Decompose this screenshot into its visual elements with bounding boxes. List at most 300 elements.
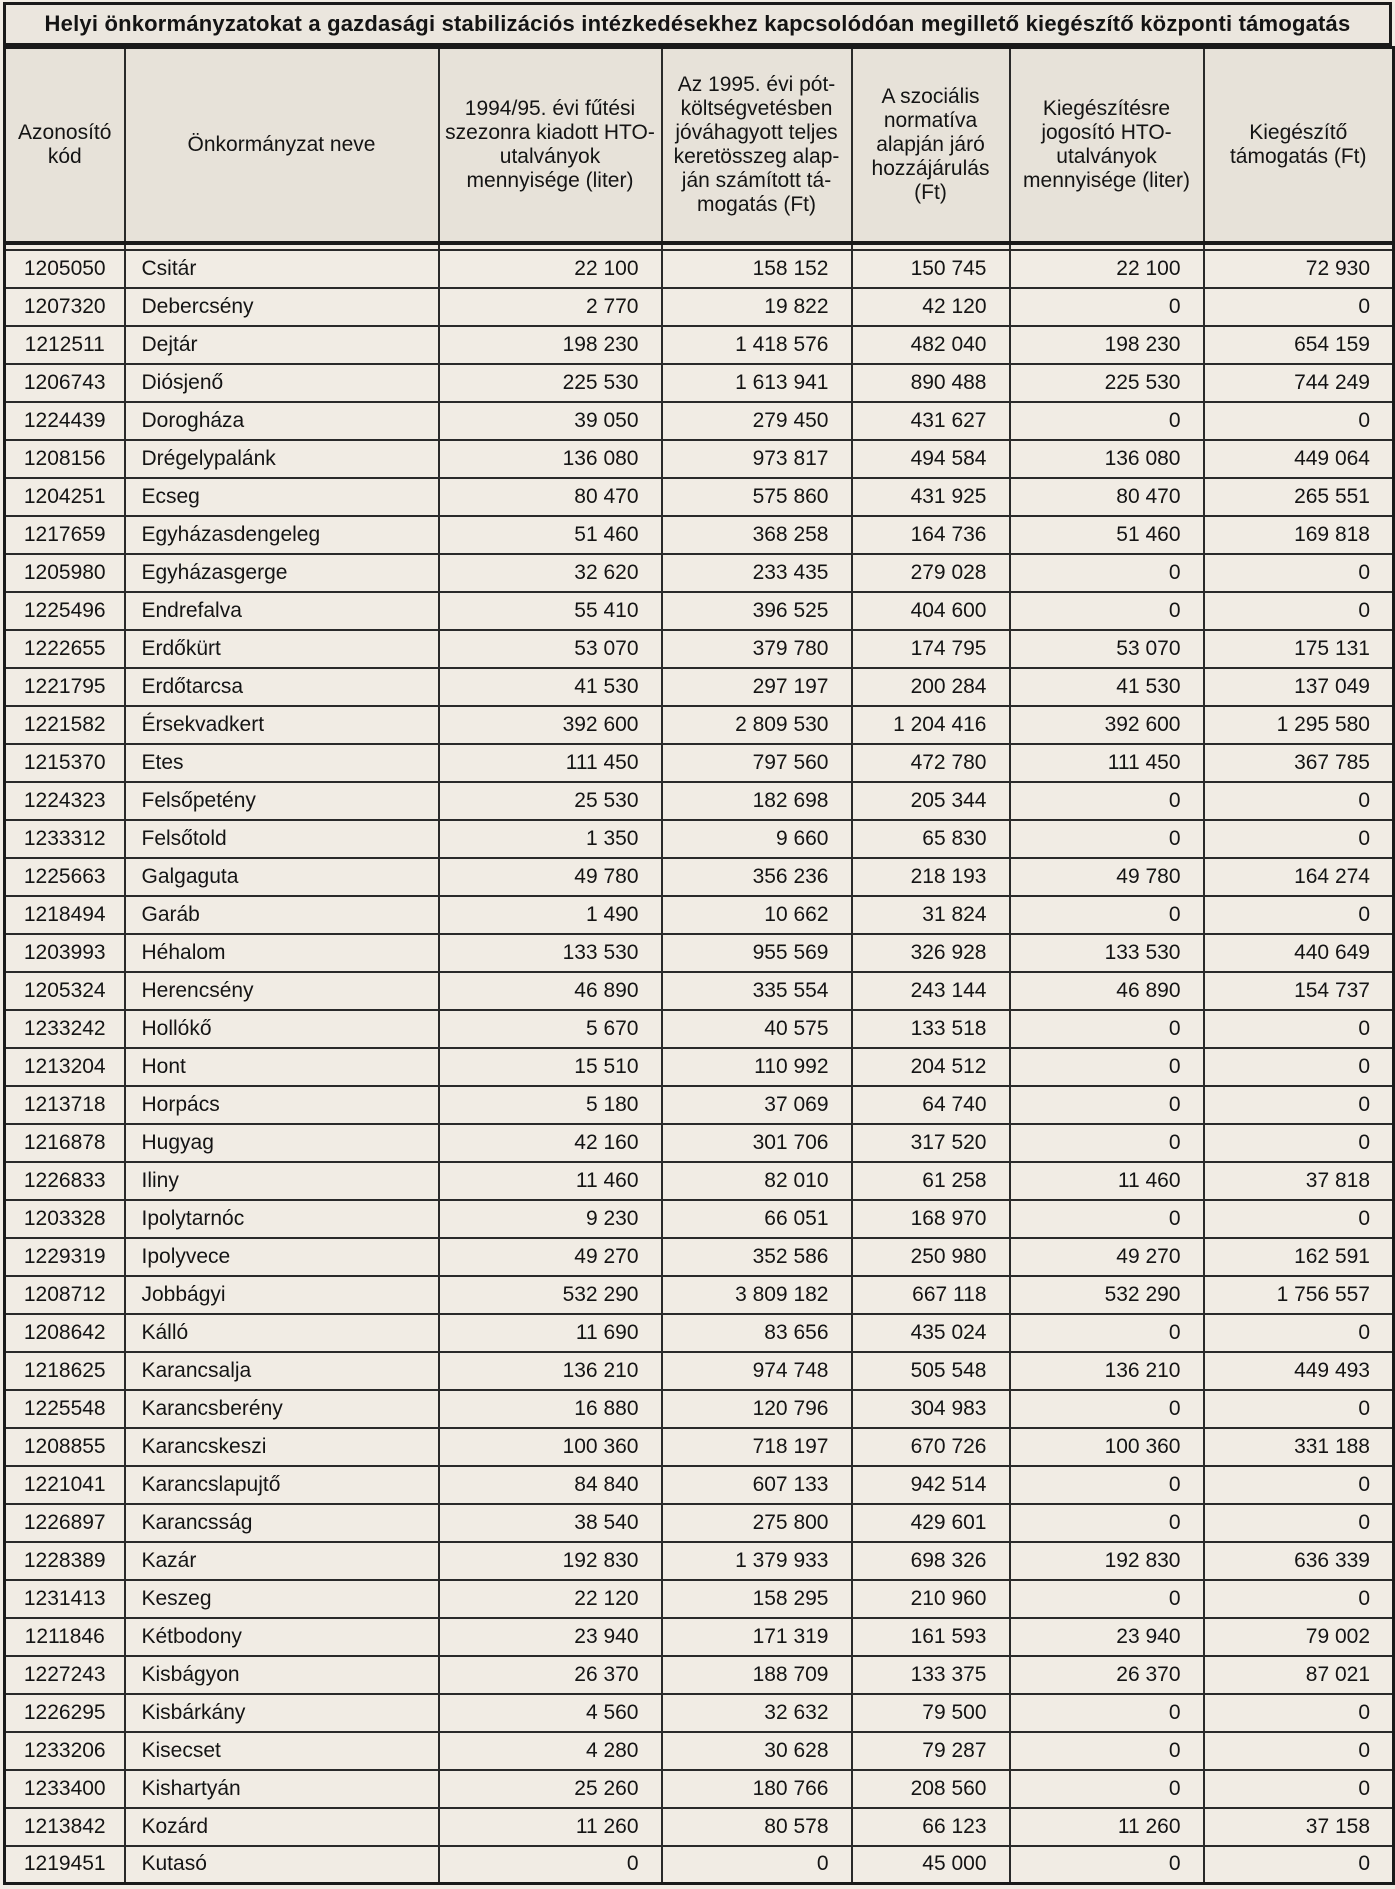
social-contribution-cell: 218 193 (852, 858, 1010, 896)
table-row (5, 1124, 1394, 1162)
calculated-support-cell: 233 435 (662, 554, 852, 592)
id-code-cell: 1208642 (5, 1314, 125, 1352)
calculated-support-cell: 80 578 (662, 1808, 852, 1846)
supplementary-support-cell: 367 785 (1204, 744, 1394, 782)
eligible-vouchers-cell: 0 (1010, 1504, 1204, 1542)
municipality-name-cell: Kétbodony (125, 1618, 439, 1656)
municipality-name-cell: Galgaguta (125, 858, 439, 896)
hto-vouchers-cell: 25 260 (439, 1770, 662, 1808)
municipality-name-cell: Felsőpetény (125, 782, 439, 820)
eligible-vouchers-cell: 0 (1010, 1010, 1204, 1048)
id-code-cell: 1231413 (5, 1580, 125, 1618)
table-row (5, 934, 1394, 972)
supplementary-support-cell: 0 (1204, 402, 1394, 440)
eligible-vouchers-cell: 0 (1010, 1314, 1204, 1352)
supplementary-support-cell: 331 188 (1204, 1428, 1394, 1466)
id-code-cell: 1204251 (5, 478, 125, 516)
eligible-vouchers-cell: 0 (1010, 592, 1204, 630)
id-code-cell: 1233242 (5, 1010, 125, 1048)
table-row (5, 1466, 1394, 1504)
supplementary-support-cell: 72 930 (1204, 250, 1394, 288)
table-row (5, 1086, 1394, 1124)
calculated-support-cell: 2 809 530 (662, 706, 852, 744)
hto-vouchers-cell: 5 670 (439, 1010, 662, 1048)
eligible-vouchers-cell: 0 (1010, 1770, 1204, 1808)
eligible-vouchers-cell: 0 (1010, 1200, 1204, 1238)
table-row (5, 1200, 1394, 1238)
table-row (5, 402, 1394, 440)
calculated-support-cell: 110 992 (662, 1048, 852, 1086)
social-contribution-cell: 150 745 (852, 250, 1010, 288)
id-code-cell: 1225548 (5, 1390, 125, 1428)
supplementary-support-cell: 0 (1204, 1200, 1394, 1238)
eligible-vouchers-cell: 46 890 (1010, 972, 1204, 1010)
hto-vouchers-cell: 225 530 (439, 364, 662, 402)
hto-vouchers-cell: 192 830 (439, 1542, 662, 1580)
eligible-vouchers-cell: 0 (1010, 1466, 1204, 1504)
municipality-name-cell: Ipolyvece (125, 1238, 439, 1276)
hto-vouchers-cell: 532 290 (439, 1276, 662, 1314)
table-row (5, 1390, 1394, 1428)
eligible-vouchers-cell: 41 530 (1010, 668, 1204, 706)
social-contribution-cell: 208 560 (852, 1770, 1010, 1808)
municipality-name-cell: Horpács (125, 1086, 439, 1124)
calculated-support-cell: 352 586 (662, 1238, 852, 1276)
table-row (5, 516, 1394, 554)
eligible-vouchers-cell: 49 270 (1010, 1238, 1204, 1276)
social-contribution-cell: 890 488 (852, 364, 1010, 402)
id-code-cell: 1225663 (5, 858, 125, 896)
social-contribution-cell: 31 824 (852, 896, 1010, 934)
eligible-vouchers-cell: 0 (1010, 1390, 1204, 1428)
municipality-name-cell: Kutasó (125, 1846, 439, 1884)
calculated-support-cell: 301 706 (662, 1124, 852, 1162)
calculated-support-cell: 379 780 (662, 630, 852, 668)
eligible-vouchers-cell: 0 (1010, 1580, 1204, 1618)
calculated-support-cell: 955 569 (662, 934, 852, 972)
social-contribution-cell: 1 204 416 (852, 706, 1010, 744)
social-contribution-cell: 505 548 (852, 1352, 1010, 1390)
calculated-support-cell: 356 236 (662, 858, 852, 896)
id-code-cell: 1233206 (5, 1732, 125, 1770)
hto-vouchers-cell: 11 260 (439, 1808, 662, 1846)
supplementary-support-cell: 449 064 (1204, 440, 1394, 478)
id-code-cell: 1224323 (5, 782, 125, 820)
supplementary-support-cell: 744 249 (1204, 364, 1394, 402)
social-contribution-cell: 200 284 (852, 668, 1010, 706)
eligible-vouchers-cell: 53 070 (1010, 630, 1204, 668)
eligible-vouchers-cell: 0 (1010, 782, 1204, 820)
supplementary-support-cell: 154 737 (1204, 972, 1394, 1010)
eligible-vouchers-cell: 392 600 (1010, 706, 1204, 744)
id-code-cell: 1205980 (5, 554, 125, 592)
social-contribution-cell: 164 736 (852, 516, 1010, 554)
table-row (5, 1352, 1394, 1390)
municipality-name-cell: Ipolytarnóc (125, 1200, 439, 1238)
table-row (5, 1010, 1394, 1048)
eligible-vouchers-cell: 0 (1010, 554, 1204, 592)
supplementary-support-cell: 0 (1204, 1694, 1394, 1732)
supplementary-support-cell: 0 (1204, 820, 1394, 858)
eligible-vouchers-cell: 11 260 (1010, 1808, 1204, 1846)
calculated-support-cell: 40 575 (662, 1010, 852, 1048)
social-contribution-cell: 494 584 (852, 440, 1010, 478)
social-contribution-cell: 66 123 (852, 1808, 1010, 1846)
calculated-support-cell: 335 554 (662, 972, 852, 1010)
hto-vouchers-cell: 0 (439, 1846, 662, 1884)
eligible-vouchers-cell: 198 230 (1010, 326, 1204, 364)
municipality-name-cell: Érsekvadkert (125, 706, 439, 744)
eligible-vouchers-cell: 80 470 (1010, 478, 1204, 516)
calculated-support-cell: 0 (662, 1846, 852, 1884)
municipality-name-cell: Hugyag (125, 1124, 439, 1162)
calculated-support-cell: 297 197 (662, 668, 852, 706)
municipality-name-cell: Kazár (125, 1542, 439, 1580)
social-contribution-cell: 243 144 (852, 972, 1010, 1010)
hto-vouchers-cell: 22 100 (439, 250, 662, 288)
social-contribution-cell: 210 960 (852, 1580, 1010, 1618)
header-row (5, 48, 1394, 243)
table-row (5, 744, 1394, 782)
municipality-name-cell: Karancsberény (125, 1390, 439, 1428)
id-code-cell: 1208156 (5, 440, 125, 478)
table-row (5, 1694, 1394, 1732)
eligible-vouchers-cell: 0 (1010, 820, 1204, 858)
municipality-name-cell: Diósjenő (125, 364, 439, 402)
municipality-name-cell: Dorogháza (125, 402, 439, 440)
social-contribution-cell: 79 500 (852, 1694, 1010, 1732)
calculated-support-cell: 19 822 (662, 288, 852, 326)
hto-vouchers-cell: 4 560 (439, 1694, 662, 1732)
social-contribution-cell: 472 780 (852, 744, 1010, 782)
calculated-support-cell: 10 662 (662, 896, 852, 934)
calculated-support-cell: 3 809 182 (662, 1276, 852, 1314)
municipality-name-cell: Keszeg (125, 1580, 439, 1618)
calculated-support-cell: 37 069 (662, 1086, 852, 1124)
hto-vouchers-cell: 1 350 (439, 820, 662, 858)
calculated-support-cell: 973 817 (662, 440, 852, 478)
eligible-vouchers-cell: 100 360 (1010, 1428, 1204, 1466)
eligible-vouchers-cell: 225 530 (1010, 364, 1204, 402)
supplementary-support-cell: 162 591 (1204, 1238, 1394, 1276)
supplementary-support-cell: 0 (1204, 1846, 1394, 1884)
id-code-cell: 1226897 (5, 1504, 125, 1542)
calculated-support-cell: 9 660 (662, 820, 852, 858)
header-eligible-vouchers: Kiegészítésre jogosító HTO-utalványok mennyisége (liter) (1010, 48, 1204, 243)
municipality-name-cell: Hollókő (125, 1010, 439, 1048)
table-row (5, 1238, 1394, 1276)
eligible-vouchers-cell: 0 (1010, 1124, 1204, 1162)
municipality-name-cell: Kozárd (125, 1808, 439, 1846)
social-contribution-cell: 61 258 (852, 1162, 1010, 1200)
table-row (5, 1428, 1394, 1466)
municipality-name-cell: Héhalom (125, 934, 439, 972)
hto-vouchers-cell: 53 070 (439, 630, 662, 668)
table-body (5, 250, 1394, 1884)
id-code-cell: 1226295 (5, 1694, 125, 1732)
municipality-name-cell: Kisbágyon (125, 1656, 439, 1694)
calculated-support-cell: 188 709 (662, 1656, 852, 1694)
hto-vouchers-cell: 39 050 (439, 402, 662, 440)
eligible-vouchers-cell: 22 100 (1010, 250, 1204, 288)
hto-vouchers-cell: 2 770 (439, 288, 662, 326)
table-row (5, 1770, 1394, 1808)
supplementary-support-cell: 87 021 (1204, 1656, 1394, 1694)
calculated-support-cell: 66 051 (662, 1200, 852, 1238)
municipality-name-cell: Garáb (125, 896, 439, 934)
hto-vouchers-cell: 23 940 (439, 1618, 662, 1656)
hto-vouchers-cell: 11 460 (439, 1162, 662, 1200)
social-contribution-cell: 133 375 (852, 1656, 1010, 1694)
calculated-support-cell: 182 698 (662, 782, 852, 820)
hto-vouchers-cell: 49 270 (439, 1238, 662, 1276)
social-contribution-cell: 942 514 (852, 1466, 1010, 1504)
municipality-name-cell: Erdőkürt (125, 630, 439, 668)
calculated-support-cell: 275 800 (662, 1504, 852, 1542)
hto-vouchers-cell: 49 780 (439, 858, 662, 896)
supplementary-support-cell: 1 295 580 (1204, 706, 1394, 744)
social-contribution-cell: 174 795 (852, 630, 1010, 668)
header-supplementary-support: Kiegészítő támogatás (Ft) (1204, 48, 1394, 243)
table-row (5, 364, 1394, 402)
social-contribution-cell: 429 601 (852, 1504, 1010, 1542)
eligible-vouchers-cell: 532 290 (1010, 1276, 1204, 1314)
id-code-cell: 1213842 (5, 1808, 125, 1846)
eligible-vouchers-cell: 0 (1010, 1048, 1204, 1086)
table-row (5, 1580, 1394, 1618)
id-code-cell: 1221795 (5, 668, 125, 706)
supplementary-support-cell: 265 551 (1204, 478, 1394, 516)
eligible-vouchers-cell: 11 460 (1010, 1162, 1204, 1200)
social-contribution-cell: 250 980 (852, 1238, 1010, 1276)
calculated-support-cell: 797 560 (662, 744, 852, 782)
id-code-cell: 1213204 (5, 1048, 125, 1086)
calculated-support-cell: 158 295 (662, 1580, 852, 1618)
table-row (5, 972, 1394, 1010)
id-code-cell: 1218625 (5, 1352, 125, 1390)
hto-vouchers-cell: 9 230 (439, 1200, 662, 1238)
supplementary-support-cell: 0 (1204, 782, 1394, 820)
header-municipality-name: Önkormányzat neve (125, 48, 439, 243)
calculated-support-cell: 575 860 (662, 478, 852, 516)
calculated-support-cell: 396 525 (662, 592, 852, 630)
id-code-cell: 1218494 (5, 896, 125, 934)
municipality-name-cell: Dejtár (125, 326, 439, 364)
eligible-vouchers-cell: 192 830 (1010, 1542, 1204, 1580)
id-code-cell: 1228389 (5, 1542, 125, 1580)
hto-vouchers-cell: 15 510 (439, 1048, 662, 1086)
calculated-support-cell: 30 628 (662, 1732, 852, 1770)
header-id-code: Azonosító kód (5, 48, 125, 243)
municipality-name-cell: Endrefalva (125, 592, 439, 630)
supplementary-support-cell: 79 002 (1204, 1618, 1394, 1656)
municipality-name-cell: Felsőtold (125, 820, 439, 858)
supplementary-support-cell: 0 (1204, 1770, 1394, 1808)
calculated-support-cell: 1 379 933 (662, 1542, 852, 1580)
municipality-name-cell: Karancskeszi (125, 1428, 439, 1466)
header-calculated-support: Az 1995. évi pót-költségvetésben jóváhagyott teljes keretösszeg alap-ján számított tá-mogatás (Ft) (662, 48, 852, 243)
municipality-name-cell: Ecseg (125, 478, 439, 516)
table-row (5, 896, 1394, 934)
id-code-cell: 1206743 (5, 364, 125, 402)
social-contribution-cell: 64 740 (852, 1086, 1010, 1124)
supplementary-support-cell: 654 159 (1204, 326, 1394, 364)
table-row (5, 1846, 1394, 1884)
supplementary-support-cell: 0 (1204, 1048, 1394, 1086)
hto-vouchers-cell: 5 180 (439, 1086, 662, 1124)
table-row (5, 1618, 1394, 1656)
social-contribution-cell: 435 024 (852, 1314, 1010, 1352)
hto-vouchers-cell: 4 280 (439, 1732, 662, 1770)
supplementary-support-cell: 137 049 (1204, 668, 1394, 706)
hto-vouchers-cell: 136 210 (439, 1352, 662, 1390)
table-row (5, 820, 1394, 858)
social-contribution-cell: 404 600 (852, 592, 1010, 630)
social-contribution-cell: 431 627 (852, 402, 1010, 440)
id-code-cell: 1203993 (5, 934, 125, 972)
calculated-support-cell: 180 766 (662, 1770, 852, 1808)
id-code-cell: 1203328 (5, 1200, 125, 1238)
social-contribution-cell: 304 983 (852, 1390, 1010, 1428)
social-contribution-cell: 79 287 (852, 1732, 1010, 1770)
supplementary-support-cell: 0 (1204, 1314, 1394, 1352)
supplementary-support-cell: 0 (1204, 896, 1394, 934)
id-code-cell: 1222655 (5, 630, 125, 668)
support-table (3, 46, 1395, 1885)
table-row (5, 1162, 1394, 1200)
id-code-cell: 1212511 (5, 326, 125, 364)
hto-vouchers-cell: 11 690 (439, 1314, 662, 1352)
calculated-support-cell: 32 632 (662, 1694, 852, 1732)
eligible-vouchers-cell: 49 780 (1010, 858, 1204, 896)
supplementary-support-cell: 164 274 (1204, 858, 1394, 896)
table-row (5, 1656, 1394, 1694)
hto-vouchers-cell: 133 530 (439, 934, 662, 972)
hto-vouchers-cell: 84 840 (439, 1466, 662, 1504)
header-social-contribution: A szociális normatíva alapján járó hozzájárulás (Ft) (852, 48, 1010, 243)
municipality-name-cell: Egyházasdengeleg (125, 516, 439, 554)
hto-vouchers-cell: 25 530 (439, 782, 662, 820)
supplementary-support-cell: 0 (1204, 554, 1394, 592)
social-contribution-cell: 204 512 (852, 1048, 1010, 1086)
social-contribution-cell: 65 830 (852, 820, 1010, 858)
table-row (5, 554, 1394, 592)
id-code-cell: 1216878 (5, 1124, 125, 1162)
municipality-name-cell: Debercsény (125, 288, 439, 326)
table-row (5, 592, 1394, 630)
social-contribution-cell: 431 925 (852, 478, 1010, 516)
id-code-cell: 1221582 (5, 706, 125, 744)
hto-vouchers-cell: 100 360 (439, 1428, 662, 1466)
eligible-vouchers-cell: 136 080 (1010, 440, 1204, 478)
table-row (5, 478, 1394, 516)
table-row (5, 1504, 1394, 1542)
id-code-cell: 1233312 (5, 820, 125, 858)
table-row (5, 1732, 1394, 1770)
hto-vouchers-cell: 80 470 (439, 478, 662, 516)
eligible-vouchers-cell: 0 (1010, 1846, 1204, 1884)
social-contribution-cell: 670 726 (852, 1428, 1010, 1466)
calculated-support-cell: 1 418 576 (662, 326, 852, 364)
supplementary-support-cell: 0 (1204, 1390, 1394, 1428)
eligible-vouchers-cell: 0 (1010, 1086, 1204, 1124)
id-code-cell: 1213718 (5, 1086, 125, 1124)
id-code-cell: 1211846 (5, 1618, 125, 1656)
municipality-name-cell: Iliny (125, 1162, 439, 1200)
table-row (5, 858, 1394, 896)
table-row (5, 1048, 1394, 1086)
id-code-cell: 1229319 (5, 1238, 125, 1276)
eligible-vouchers-cell: 0 (1010, 896, 1204, 934)
hto-vouchers-cell: 16 880 (439, 1390, 662, 1428)
social-contribution-cell: 42 120 (852, 288, 1010, 326)
calculated-support-cell: 1 613 941 (662, 364, 852, 402)
id-code-cell: 1205324 (5, 972, 125, 1010)
table-row (5, 706, 1394, 744)
calculated-support-cell: 974 748 (662, 1352, 852, 1390)
table-row (5, 1314, 1394, 1352)
calculated-support-cell: 718 197 (662, 1428, 852, 1466)
id-code-cell: 1217659 (5, 516, 125, 554)
municipality-name-cell: Karancsalja (125, 1352, 439, 1390)
supplementary-support-cell: 0 (1204, 288, 1394, 326)
hto-vouchers-cell: 26 370 (439, 1656, 662, 1694)
hto-vouchers-cell: 111 450 (439, 744, 662, 782)
supplementary-support-cell: 449 493 (1204, 1352, 1394, 1390)
hto-vouchers-cell: 46 890 (439, 972, 662, 1010)
supplementary-support-cell: 0 (1204, 592, 1394, 630)
municipality-name-cell: Etes (125, 744, 439, 782)
table-row (5, 326, 1394, 364)
municipality-name-cell: Csitár (125, 250, 439, 288)
table-title: Helyi önkormányzatokat a gazdasági stabilizációs intézkedésekhez kapcsolódóan megillető kiegészítő központi támogatás (3, 2, 1392, 46)
hto-vouchers-cell: 1 490 (439, 896, 662, 934)
supplementary-support-cell: 440 649 (1204, 934, 1394, 972)
hto-vouchers-cell: 22 120 (439, 1580, 662, 1618)
id-code-cell: 1225496 (5, 592, 125, 630)
id-code-cell: 1221041 (5, 1466, 125, 1504)
hto-vouchers-cell: 136 080 (439, 440, 662, 478)
eligible-vouchers-cell: 0 (1010, 1732, 1204, 1770)
table-row (5, 250, 1394, 288)
id-code-cell: 1219451 (5, 1846, 125, 1884)
supplementary-support-cell: 0 (1204, 1010, 1394, 1048)
id-code-cell: 1215370 (5, 744, 125, 782)
calculated-support-cell: 120 796 (662, 1390, 852, 1428)
municipality-name-cell: Herencsény (125, 972, 439, 1010)
hto-vouchers-cell: 392 600 (439, 706, 662, 744)
supplementary-support-cell: 37 158 (1204, 1808, 1394, 1846)
social-contribution-cell: 482 040 (852, 326, 1010, 364)
social-contribution-cell: 698 326 (852, 1542, 1010, 1580)
municipality-name-cell: Egyházasgerge (125, 554, 439, 592)
table-row (5, 1808, 1394, 1846)
id-code-cell: 1208855 (5, 1428, 125, 1466)
id-code-cell: 1227243 (5, 1656, 125, 1694)
social-contribution-cell: 45 000 (852, 1846, 1010, 1884)
supplementary-support-cell: 175 131 (1204, 630, 1394, 668)
hto-vouchers-cell: 41 530 (439, 668, 662, 706)
id-code-cell: 1205050 (5, 250, 125, 288)
eligible-vouchers-cell: 0 (1010, 402, 1204, 440)
eligible-vouchers-cell: 133 530 (1010, 934, 1204, 972)
supplementary-support-cell: 169 818 (1204, 516, 1394, 554)
social-contribution-cell: 317 520 (852, 1124, 1010, 1162)
social-contribution-cell: 168 970 (852, 1200, 1010, 1238)
id-code-cell: 1208712 (5, 1276, 125, 1314)
eligible-vouchers-cell: 0 (1010, 288, 1204, 326)
id-code-cell: 1224439 (5, 402, 125, 440)
